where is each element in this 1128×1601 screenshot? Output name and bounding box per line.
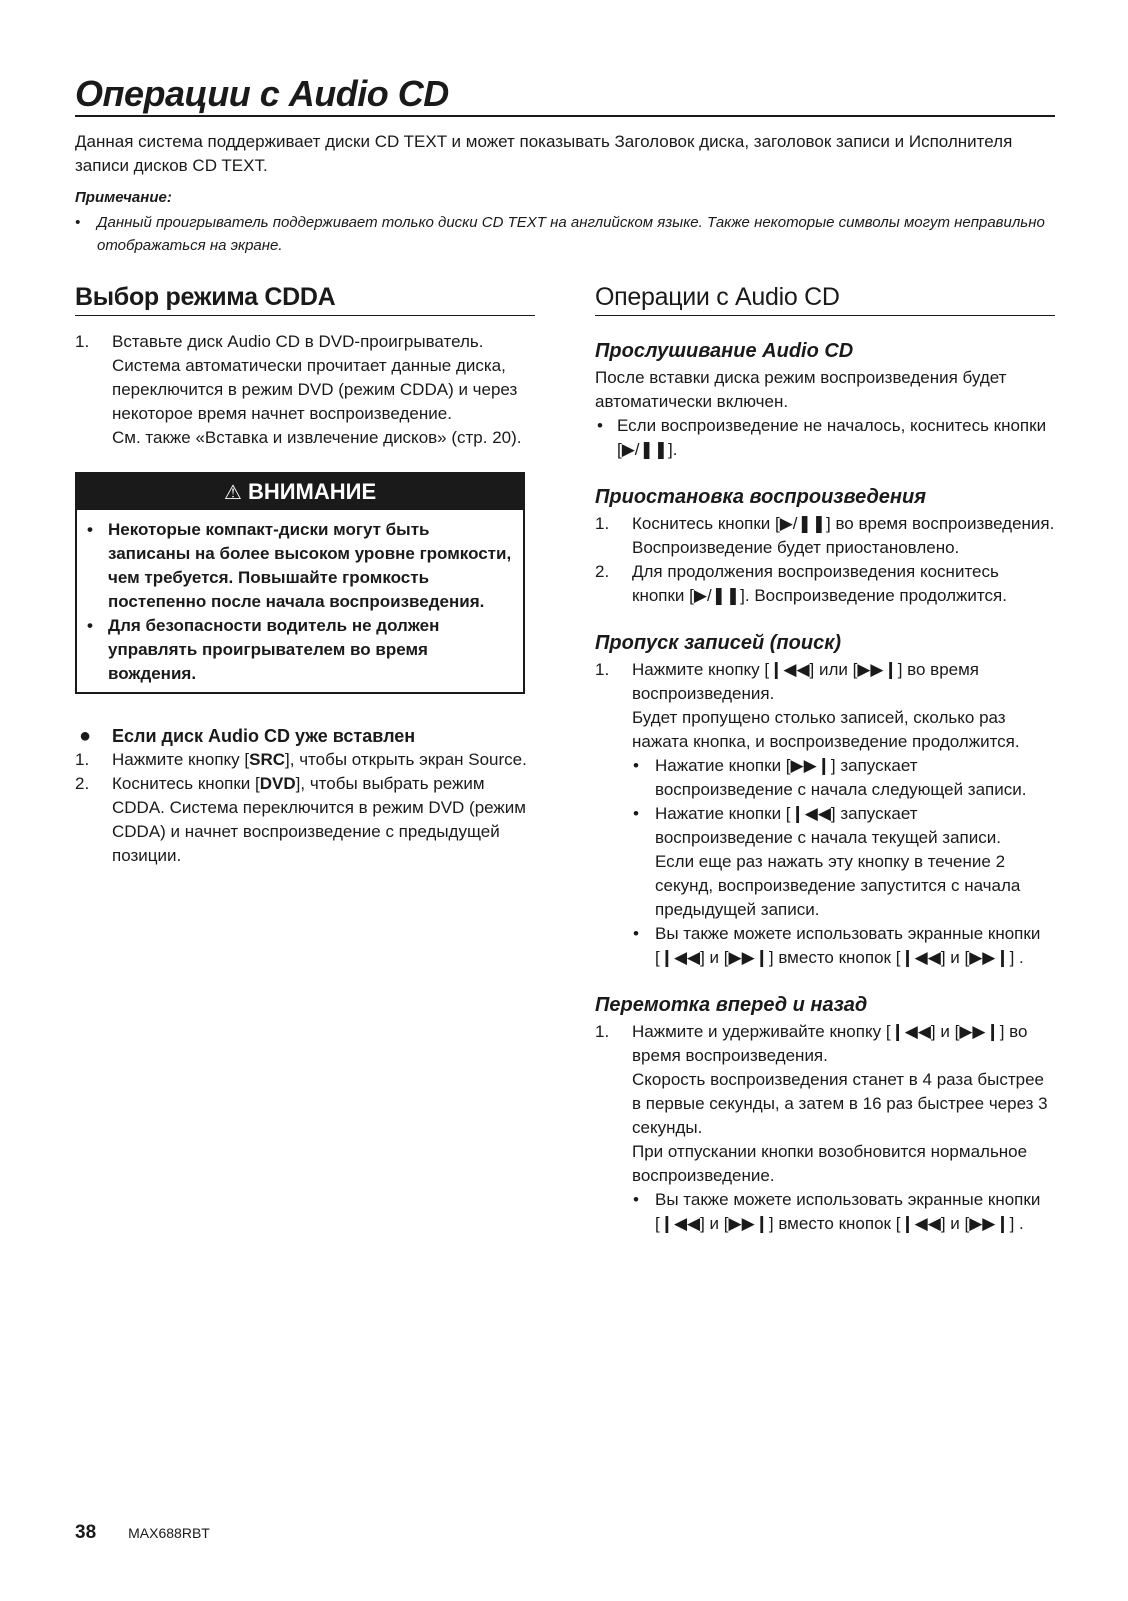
bullet-text: Нажатие кнопки [▶▶❙] запускает воспроизведение с начала следующей записи. [655, 756, 1027, 799]
list-item [595, 658, 1055, 706]
paragraph: После вставки диска режим воспроизведения будет автоматически включен. [595, 368, 1007, 411]
subsection-title: Пропуск записей (поиск) [595, 632, 841, 654]
item-number: 1. [595, 514, 610, 533]
bullet-text: Если воспроизведение не началось, коснитесь кнопки [▶/❚❚]. [617, 416, 1047, 459]
item-text: ], чтобы открыть экран Source. [285, 750, 527, 769]
item-number: 1. [75, 332, 90, 351]
item-number: 1. [595, 660, 610, 679]
bullet-icon: • [597, 416, 603, 435]
list-item [595, 560, 1055, 608]
item-text: Нажмите кнопку [❙◀◀] или [▶▶❙] во время воспроизведения. [632, 660, 980, 703]
bullet-text: Вы также можете использовать экранные кнопки [❙◀◀] и [▶▶❙] вместо кнопок [❙◀◀] и [▶▶❙] . [655, 1190, 1041, 1233]
item-text: Будет пропущено столько записей, сколько раз нажата кнопка, и воспроизведение продолжится. [632, 708, 1020, 751]
bullet-icon: • [633, 1190, 639, 1209]
bullet-icon: • [87, 616, 93, 635]
subsection-title: Приостановка воспроизведения [595, 486, 927, 508]
list-item-continuation [595, 1068, 1055, 1140]
warning-box [75, 472, 525, 694]
warning-item [83, 614, 513, 686]
item-text: При отпускании кнопки возобновится нормальное воспроизведение. [632, 1142, 1028, 1185]
warning-item [83, 518, 513, 614]
item-number: 1. [595, 1022, 610, 1041]
page-title: Операции с Audio CD [75, 74, 1055, 117]
bullet-icon: • [633, 804, 639, 823]
list-item-continuation [595, 1140, 1055, 1188]
page-number: 38 [75, 1522, 97, 1543]
item-text: См. также «Вставка и извлечение дисков» (стр. 20). [112, 428, 522, 447]
item-text: Скорость воспроизведения станет в 4 раза быстрее в первые секунды, а затем в 16 раз быстрее через 3 секунды. [632, 1070, 1048, 1137]
page-footer [75, 1522, 210, 1544]
note-text: Данный проигрыватель поддерживает только диски CD TEXT на английском языке. Также некоторые символы могут неправильно отображаться на экране. [97, 214, 1045, 254]
warning-triangle-icon: ⚠ [223, 482, 242, 504]
sub-bullet-continuation: Если еще раз нажать эту кнопку в течение 2 секунд, воспроизведение запустится с начала предыдущей записи. [655, 852, 1021, 919]
bullet-icon: • [633, 924, 639, 943]
item-number: 2. [75, 774, 90, 793]
item-text: ], чтобы выбрать режим CDDA. Система переключится в режим DVD (режим CDDA) и начнет воспроизведение с предыдущей позиции. [112, 774, 526, 865]
item-text: Нажмите и удерживайте кнопку [❙◀◀] и [▶▶❙] во время воспроизведения. [632, 1022, 1028, 1065]
warning-body [77, 510, 523, 692]
list-item [595, 1020, 1055, 1068]
bullet-text: Вы также можете использовать экранные кнопки [❙◀◀] и [▶▶❙] вместо кнопок [❙◀◀] и [▶▶❙] . [655, 924, 1041, 967]
subsection-title: Прослушивание Audio CD [595, 340, 854, 362]
item-text: Для продолжения воспроизведения коснитесь кнопки [▶/❚❚]. Воспроизведение продолжится. [632, 562, 1007, 605]
note-body [75, 211, 1055, 257]
bullet-text: Нажатие кнопки [❙◀◀] запускает воспроизведение с начала текущей записи. [655, 804, 1001, 847]
list-item [75, 772, 535, 868]
sub-bullet-item [595, 802, 1055, 850]
model-name: MAX688RBT [128, 1525, 210, 1541]
key-label: DVD [259, 774, 296, 793]
section-title-cdda: Выбор режима CDDA [75, 281, 535, 316]
item-number: 2. [595, 562, 610, 581]
note-title: Примечание: [75, 189, 172, 206]
warning-item-text: Некоторые компакт-диски могут быть записаны на более высоком уровне громкости, чем требуется. Повышайте громкость постепенно после начала воспроизведения. [108, 520, 512, 611]
bullet-icon: • [87, 520, 93, 539]
warning-header [77, 474, 523, 510]
bullet-icon: • [633, 756, 639, 775]
list-item-continuation [595, 706, 1055, 754]
intro-paragraph: Данная система поддерживает диски CD TEXT и может показывать Заголовок диска, заголовок записи и Исполнителя записи дисков CD TEXT. [75, 132, 1013, 175]
sub-bullet-item [595, 1188, 1055, 1236]
sub-bullet-item [595, 754, 1055, 802]
list-item [75, 748, 535, 772]
left-column [75, 281, 535, 868]
item-number: 1. [75, 750, 90, 769]
section-title-audio-cd: Операции с Audio CD [595, 281, 1055, 316]
bullet-item [595, 414, 1055, 462]
sub-bullet-item [595, 922, 1055, 970]
item-text: Коснитесь кнопки [▶/❚❚] во время воспроизведения. Воспроизведение будет приостановлено. [632, 514, 1055, 557]
list-item [595, 512, 1055, 560]
item-text: Вставьте диск Audio CD в DVD-проигрыватель. Система автоматически прочитает данные диска, переключится в режим DVD (режим CDDA) и через некоторое время начнет воспроизведение. [112, 332, 518, 423]
subsection-title: Перемотка вперед и назад [595, 994, 868, 1016]
item-text: Коснитесь кнопки [ [112, 774, 260, 793]
warning-item-text: Для безопасности водитель не должен управлять проигрывателем во время вождения. [108, 616, 440, 683]
list-item-ref [75, 426, 535, 450]
filled-circle-icon: ● [79, 725, 92, 747]
subsection-title: Если диск Audio CD уже вставлен [112, 726, 416, 746]
warning-title: ВНИМАНИЕ [247, 479, 377, 504]
bullet-icon: • [75, 214, 81, 231]
key-label: SRC [249, 750, 286, 769]
subsection-inserted [75, 724, 535, 748]
list-item [75, 330, 535, 426]
right-column [595, 281, 1055, 1236]
item-text: Нажмите кнопку [ [112, 750, 250, 769]
